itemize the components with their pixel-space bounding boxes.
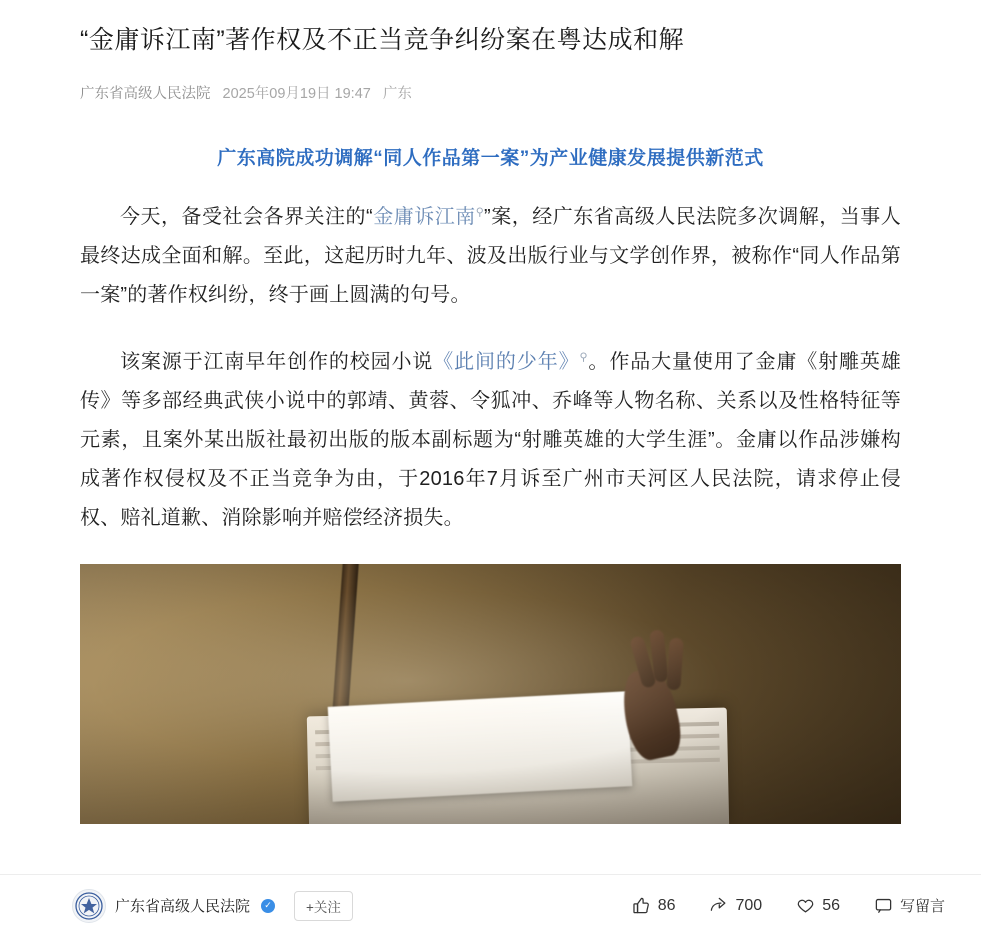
- favorite-button[interactable]: [796, 896, 840, 915]
- author-name: 广东省高级人民法院: [115, 898, 251, 915]
- share-button[interactable]: [709, 896, 762, 915]
- paragraph-2-text-b: 。作品大量使用了金庸《射雕英雄传》等多部经典武侠小说中的郭靖、黄蓉、令狐冲、乔峰等人物名称、关系以及性格特征等元素，且案外某出版社最初出版的版本副标题为“射雕英雄的大学生涯”。金庸以作品涉嫌构成著作权侵权及不正当竞争为由，于2016年7月诉至广州市天河区人民法院，请求停止侵权、赔礼道歉、消除影响并赔偿经济损失。: [80, 350, 902, 529]
- follow-button[interactable]: +关注: [294, 891, 353, 921]
- article-photo-container: [80, 564, 901, 824]
- like-button[interactable]: [632, 896, 676, 915]
- page-title: “金庸诉江南”著作权及不正当竞争纠纷案在粤达成和解: [80, 26, 685, 54]
- inline-link-jinyong-vs-jiangnan[interactable]: 金庸诉江南: [372, 205, 476, 228]
- thumbs-up-icon: [632, 896, 651, 915]
- share-icon: [709, 896, 728, 915]
- meta-location: 广东: [382, 85, 412, 102]
- photo-vignette: [80, 564, 901, 824]
- verified-badge-icon: ✓: [261, 899, 275, 913]
- comment-label: 写留言: [899, 898, 945, 915]
- favorite-count: 56: [822, 896, 840, 914]
- article-meta: [80, 82, 901, 103]
- author-block[interactable]: [72, 889, 353, 923]
- article-subheadline: 广东高院成功调解“同人作品第一案”为产业健康发展提供新范式: [217, 147, 764, 169]
- meta-date: 2025年09月19日 19:47: [222, 85, 371, 102]
- search-icon[interactable]: ⚲: [475, 205, 485, 218]
- heart-icon: [796, 896, 815, 915]
- paragraph-2: [80, 343, 901, 538]
- article-footer: [0, 874, 981, 936]
- paragraph-1-text-a: 今天，备受社会各界关注的“: [120, 205, 373, 228]
- comment-button[interactable]: [874, 895, 945, 916]
- paragraph-1-text-b: ”案，经广东省高级人民法院多次调解，当事人最终达成全面和解。至此，这起历时九年、波及出版行业与文学创作界，被称作“同人作品第一案”的著作权纠纷，终于画上圆满的句号。: [80, 205, 901, 306]
- article-photo: [80, 564, 901, 824]
- inline-link-book-title[interactable]: 《此间的少年》: [433, 350, 580, 373]
- meta-source: 广东省高级人民法院: [80, 85, 211, 102]
- like-count: 86: [657, 896, 676, 914]
- paragraph-2-text-a: 该案源于江南早年创作的校园小说: [120, 350, 434, 373]
- paragraph-1: [80, 198, 901, 315]
- comment-icon: [874, 896, 893, 915]
- avatar[interactable]: [72, 889, 106, 923]
- action-bar: [632, 895, 945, 916]
- search-icon[interactable]: ⚲: [579, 350, 588, 363]
- share-count: 700: [735, 896, 763, 914]
